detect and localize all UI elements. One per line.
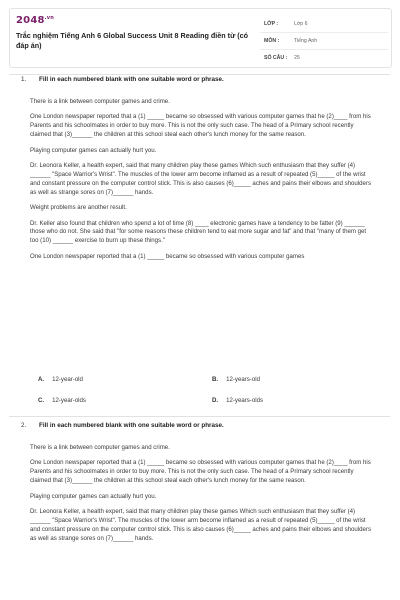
meta-value-count: 25 (294, 55, 300, 61)
passage-paragraph: Dr. Leonora Keller, a health expert, said that many children play these games Which such enthusiasm that they suffer (4) ______ "Space Warrior's Wrist". The muscles of the lower arm become inflamed as a result of repeated (5)_____ of the wrist and constant pressure on the computer control stick. This is also causes (6)_____ aches and pains their elbows and shoulders as well as strange sores on (7)______ hands. (30, 508, 371, 542)
passage-paragraph: Dr. Keller also found that children who spend a lot of time (8) ____ electronic games have a tendency to be fatter (9) ______ those who do not. She said that "for some reasons these children tend to eat more sugar and fat" and that "many of them get too (10) ______ exercise to burn up these things." (30, 219, 367, 245)
question-instruction: Fill in each numbered blank with one suitable word or phrase. (39, 422, 224, 429)
passage-paragraph: Weight problems are another result. (30, 204, 127, 212)
meta-value-grade: Lớp 6 (294, 21, 308, 27)
passage-paragraph: Dr. Leonora Keller, a health expert, said that many children play these games Which such enthusiasm that they suffer (4) ______ "Space Warrior's Wrist". The muscles of the lower arm become inflamed as a result of repeated (5)_____ of the wrist and constant pressure on the computer control stick. This is also causes (6)_____ aches and pains their elbows and shoulders as well as strange sores on (7)______ hands. (30, 162, 371, 196)
answer-option-d[interactable] (212, 397, 263, 404)
answer-option-c[interactable] (38, 397, 86, 404)
meta-key-subject: MÔN : (264, 38, 280, 44)
passage-paragraph: Playing computer games can actually hurt you. (30, 146, 157, 154)
logo-suffix: .vn (44, 15, 54, 21)
quiz-header-card (9, 8, 392, 68)
option-text: 12-year-old (52, 376, 83, 383)
quiz-title: Trắc nghiệm Tiếng Anh 6 Global Success Unit 8 Reading điền từ (có đáp án) (16, 31, 249, 50)
question-1-options (30, 372, 375, 408)
divider (9, 416, 390, 417)
site-logo[interactable] (16, 15, 54, 26)
passage-paragraph: Playing computer games can actually hurt you. (30, 492, 157, 500)
meta-row-count (260, 50, 388, 66)
meta-value-subject: Tiếng Anh (294, 38, 318, 44)
answer-option-a[interactable] (38, 376, 83, 383)
option-letter: A. (38, 376, 45, 383)
logo-text: 2048 (16, 15, 45, 26)
meta-key-grade: LỚP : (264, 21, 279, 27)
passage-paragraph: There is a link between computer games and crime. (30, 444, 170, 451)
question-2-passage (30, 444, 375, 550)
option-text: 12-year-olds (52, 397, 86, 404)
question-stem: One London newspaper reported that a (1) _____ became so obsessed with various computer games (30, 252, 305, 260)
quiz-meta-table (260, 16, 388, 66)
option-letter: B. (212, 376, 219, 383)
passage-paragraph: There is a link between computer games and crime. (30, 98, 170, 105)
option-letter: C. (38, 397, 45, 404)
question-1-passage (30, 98, 375, 268)
answer-option-b[interactable] (212, 376, 260, 383)
option-letter: D. (212, 397, 219, 404)
divider (9, 74, 390, 75)
option-text: 12-years-olds (226, 397, 264, 404)
question-number: 2. (21, 422, 27, 429)
meta-row-grade (260, 16, 388, 33)
question-number: 1. (21, 76, 27, 83)
meta-key-count: SỐ CÂU : (264, 55, 288, 61)
option-text: 12-years-old (226, 376, 260, 383)
passage-paragraph: One London newspaper reported that a (1) _____ became so obsessed with various computer games that he (2)____ from his Parents and his schoolmates in order to buy more. This is not the only such case. The head of a Primary school recently claimed that (3)______ the children at this school steal each other's lunch money for the same reason. (30, 459, 371, 485)
question-instruction: Fill in each numbered blank with one suitable word or phrase. (39, 76, 224, 83)
passage-paragraph: One London newspaper reported that a (1) _____ became so obsessed with various computer games that he (2)____ from his Parents and his schoolmates in order to buy more. This is not the only such case. The head of a Primary school recently claimed that (3)______ the children at this school steal each other's lunch money for the same reason. (30, 113, 371, 139)
meta-row-subject (260, 33, 388, 50)
